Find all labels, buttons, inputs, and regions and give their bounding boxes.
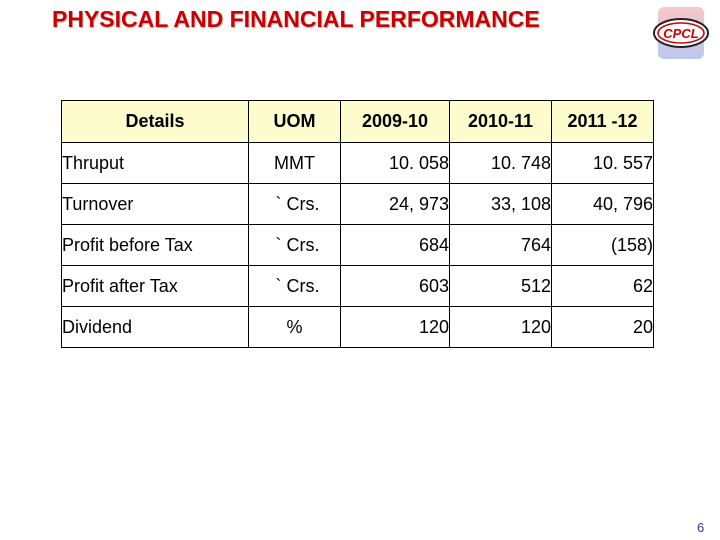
row-label: Dividend xyxy=(62,307,249,348)
row-label: Turnover xyxy=(62,184,249,225)
value-2009-10: 684 xyxy=(341,225,450,266)
page-title: PHYSICAL AND FINANCIAL PERFORMANCE xyxy=(52,6,540,32)
header-details: Details xyxy=(62,101,249,143)
logo-text: CPCL xyxy=(663,26,699,41)
performance-table xyxy=(61,100,654,348)
row-label: Profit after Tax xyxy=(62,266,249,307)
table-row xyxy=(62,266,654,307)
cpcl-logo xyxy=(652,3,710,63)
value-2009-10: 603 xyxy=(341,266,450,307)
value-2010-11: 512 xyxy=(450,266,552,307)
row-label: Thruput xyxy=(62,143,249,184)
row-label: Profit before Tax xyxy=(62,225,249,266)
value-2011-12: 10. 557 xyxy=(552,143,654,184)
header-uom: UOM xyxy=(249,101,341,143)
value-2011-12: 62 xyxy=(552,266,654,307)
page-number: 6 xyxy=(697,520,705,535)
table-row xyxy=(62,307,654,348)
table-row xyxy=(62,225,654,266)
value-2010-11: 10. 748 xyxy=(450,143,552,184)
value-2011-12: (158) xyxy=(552,225,654,266)
table-row xyxy=(62,143,654,184)
header-2011-12: 2011 -12 xyxy=(552,101,654,143)
row-uom: ` Crs. xyxy=(249,184,341,225)
value-2009-10: 24, 973 xyxy=(341,184,450,225)
row-uom: % xyxy=(249,307,341,348)
row-uom: MMT xyxy=(249,143,341,184)
value-2010-11: 764 xyxy=(450,225,552,266)
value-2010-11: 33, 108 xyxy=(450,184,552,225)
value-2009-10: 10. 058 xyxy=(341,143,450,184)
value-2010-11: 120 xyxy=(450,307,552,348)
value-2009-10: 120 xyxy=(341,307,450,348)
value-2011-12: 20 xyxy=(552,307,654,348)
header-2009-10: 2009-10 xyxy=(341,101,450,143)
table-header-row xyxy=(62,101,654,143)
row-uom: ` Crs. xyxy=(249,266,341,307)
table-row xyxy=(62,184,654,225)
header-2010-11: 2010-11 xyxy=(450,101,552,143)
value-2011-12: 40, 796 xyxy=(552,184,654,225)
row-uom: ` Crs. xyxy=(249,225,341,266)
